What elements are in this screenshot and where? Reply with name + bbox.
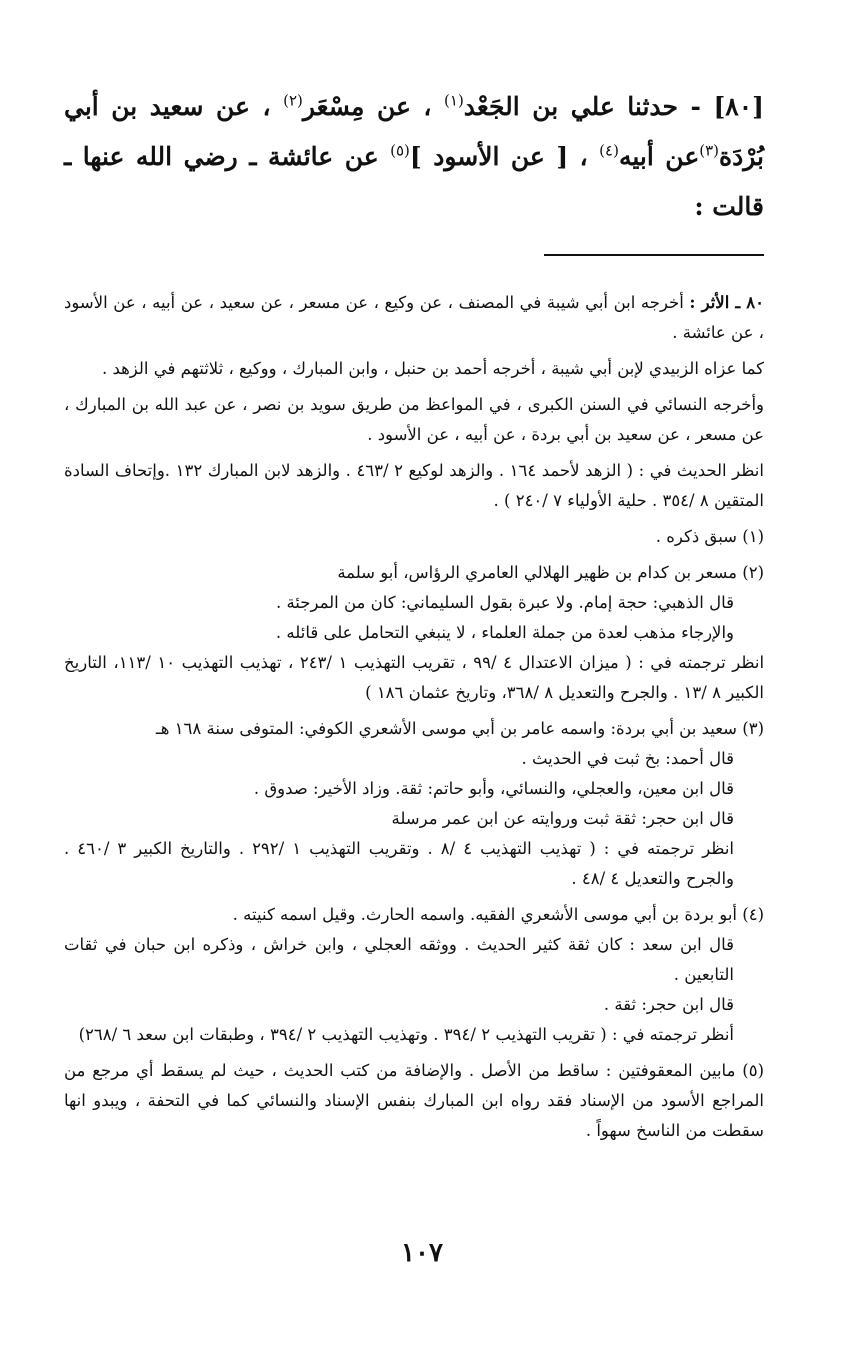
hadith-segment: ، [ عن الأسود ] xyxy=(409,142,600,171)
footnote-1 xyxy=(64,522,764,552)
footnote-marker-3: (٣) xyxy=(699,141,720,160)
footnote-line: (٤) أبو بردة بن أبي موسى الأشعري الفقيه. واسمه الحارث. وقيل اسمه كنيته . xyxy=(232,905,764,924)
hadith-number: [٨٠] - xyxy=(690,92,764,121)
footnote-line: قال ابن حجر: ثقة ثبت وروايته عن ابن عمر مرسلة xyxy=(391,809,734,828)
footnotes-section xyxy=(64,288,764,1146)
footnote-line: انظر ترجمته في : ( تهذيب التهذيب ٤ /٨ . وتقريب التهذيب ١ /٢٩٢ . والتاريخ الكبير ٣ /٤٦٠ . والجرح والتعديل ٤ /٤٨ . xyxy=(64,839,735,888)
footnote-5 xyxy=(64,1056,764,1146)
takhrij-block xyxy=(64,288,764,516)
hadith-segment: ، عن سعيد بن أبي بُرْدَة xyxy=(64,92,764,171)
takhrij-paragraph xyxy=(64,456,764,516)
hadith-segment: حدثنا علي بن الجَعْد xyxy=(463,92,691,121)
hadith-segment: عن أبيه xyxy=(618,142,700,171)
hadith-segment: عن عائشة ـ رضي الله عنها ـ قالت : xyxy=(64,142,764,221)
footnote-marker-5: (٥) xyxy=(390,141,410,160)
footnote-line: قال ابن سعد : كان ثقة كثير الحديث . ووثقه العجلي ، وابن خراش ، وذكره ابن حبان في ثقات التابعين . xyxy=(64,935,734,984)
footnote-line: قال ابن حجر: ثقة . xyxy=(603,995,734,1014)
footnote-divider xyxy=(544,254,764,256)
takhrij-paragraph xyxy=(64,390,764,450)
takhrij-paragraph xyxy=(64,354,764,384)
takhrij-text: أخرجه ابن أبي شيبة في المصنف ، عن وكيع ، عن مسعر ، عن سعيد ، عن أبيه ، عن الأسود ، عن عائشة . xyxy=(64,293,764,342)
footnote-line: (١) سبق ذكره . xyxy=(655,527,764,546)
footnote-line: قال الذهبي: حجة إمام. ولا عبرة بقول السليماني: كان من المرجئة . xyxy=(275,593,734,612)
takhrij-text: انظر الحديث في : ( الزهد لأحمد ١٦٤ . والزهد لوكيع ٢ /٤٦٣ . والزهد لابن المبارك ١٣٢ .وإتحاف السادة المتقين ٨ /٣٥٤ . حلية الأولياء ٧ /٢٤٠ ) . xyxy=(64,461,764,510)
footnote-line: (٣) سعيد بن أبي بردة: واسمه عامر بن أبي موسى الأشعري الكوفي: المتوفى سنة ١٦٨ هـ xyxy=(155,719,764,738)
hadith-segment: ، عن مِسْعَر xyxy=(302,92,445,121)
hadith-text xyxy=(64,82,764,232)
takhrij-lead: ٨٠ ـ الأثر : xyxy=(689,293,764,312)
footnote-line: قال ابن معين، والعجلي، والنسائي، وأبو حاتم: ثقة. وزاد الأخير: صدوق . xyxy=(253,779,734,798)
takhrij-text: كما عزاه الزبيدي لإبن أبي شيبة ، أخرجه أحمد بن حنبل ، وابن المبارك ، ووكيع ، ثلاثتهم في الزهد . xyxy=(101,359,764,378)
footnote-line: قال أحمد: بخ ثبت في الحديث . xyxy=(521,749,734,768)
footnote-marker-1: (١) xyxy=(444,91,464,110)
footnote-line: (٢) مسعر بن كدام بن ظهير الهلالي العامري الرؤاس، أبو سلمة xyxy=(337,563,764,582)
footnote-marker-2: (٢) xyxy=(283,91,303,110)
page-number: ١٠٧ xyxy=(401,1238,443,1268)
footnote-line: والإرجاء مذهب لعدة من جملة العلماء ، لا ينبغي التحامل على قائله . xyxy=(275,623,734,642)
footnote-3 xyxy=(64,714,764,894)
footnote-line: (٥) مابين المعقوفتين : ساقط من الأصل . والإضافة من كتب الحديث ، حيث لم يسقط أي مرجع من المراجع الأسود من الإسناد فقد رواه ابن المبارك بنفس الإسناد والنسائي كما في التحفة ، ويبدو انها سقطت من الناسخ سهواً . xyxy=(64,1061,764,1140)
footnote-line: أنظر ترجمته في : ( تقريب التهذيب ٢ /٣٩٤ . وتهذيب التهذيب ٢ /٣٩٤ ، وطبقات ابن سعد ٦ /٢٦٨) xyxy=(78,1025,734,1044)
footnote-4 xyxy=(64,900,764,1050)
footnote-2 xyxy=(64,558,764,708)
takhrij-paragraph xyxy=(64,288,764,348)
takhrij-text: وأخرجه النسائي في السنن الكبرى ، في المواعظ من طريق سويد بن نصر ، عن عبد الله بن المبارك ، عن مسعر ، عن سعيد بن أبي بردة ، عن أبيه ، عن الأسود . xyxy=(64,395,764,444)
footnote-marker-4: (٤) xyxy=(599,141,619,160)
footnote-line: انظر ترجمته في : ( ميزان الاعتدال ٤ /٩٩ ، تقريب التهذيب ١ /٢٤٣ ، تهذيب التهذيب ١٠ /١١٣، التاريخ الكبير ٨ /١٣ . والجرح والتعديل ٨ /٣٦٨، وتاريخ عثمان ١٨٦ ) xyxy=(64,653,765,702)
